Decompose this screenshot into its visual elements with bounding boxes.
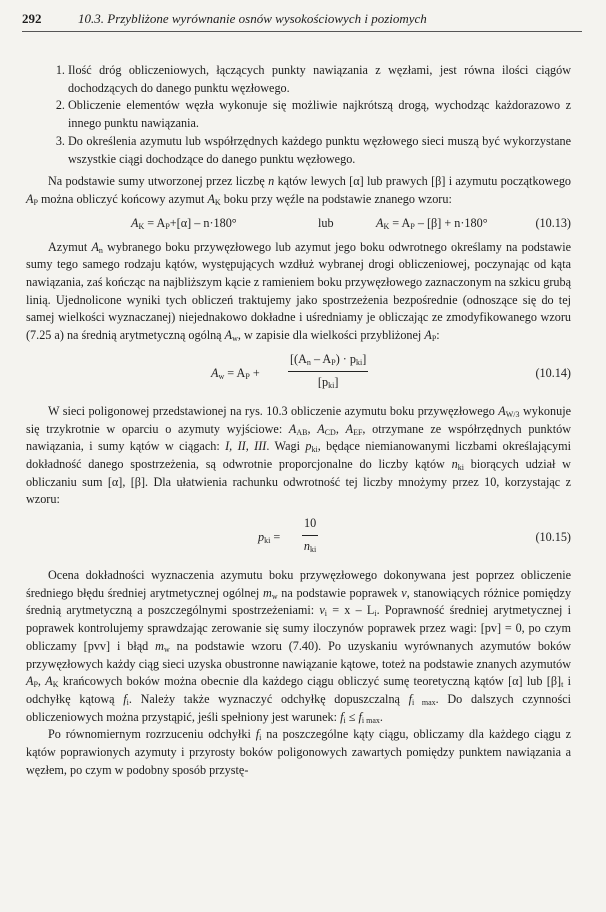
paragraph: Po równomiernym rozrzuceniu odchyłki $f_i$ na poszczególne kąty ciągu, obliczamy dla każdego ciągu z kątów poprawionych azymuty i przyrosty boków poligonowych zawartych pomiędzy punktem nawiązania a węzłem, po czym w podobny sposób przystę- bbox=[26, 727, 571, 777]
paragraph: Na podstawie sumy utworzonej przez liczbę n kątów lewych [α] lub prawych [β] i azymutu początkowego $A_P$ można obliczyć końcowy azymut $A_K$ boku przy węźle na podstawie znanego wzoru: bbox=[26, 174, 572, 207]
equation-number: (10.15) bbox=[535, 530, 571, 545]
paragraph: Azymut $A_n$ wybranego boku przywęzłowego lub azymut jego boku odwrotnego określamy na podstawie sumy tego samego rodzaju kątów, występujących wzdłuż wybranej drogi obliczeniowej, poczynając od kąta nawiązania, zaś kończąc na najbliższym kącie z ramieniem boku przywęzłowego zaznaczonym na szkicu grubą linią. Ujednolicone wyniki tych obliczeń traktujemy jako spostrzeżenia bezpośrednie (odnoszące się do tej samej wielkości wyznaczanej) niejednakowo dokładne i uśredniamy je obliczając ze zmodyfikowanego wzoru (7.25 a) na średnią arytmetyczną ogólną $A_w$, w zapisie dla wielkości przybliżonej $A_P$: bbox=[26, 239, 572, 344]
fraction: $[(A_n - A_P) \cdot p_{ki}]$ $[p_{ki}]$ bbox=[290, 351, 367, 390]
list-item: 1. Ilość dróg obliczeniowych, łączących punkty nawiązania z węzłami, jest równa ilości ciągów dochodzących do danego punktu węzłowego. bbox=[68, 62, 571, 97]
text-body bbox=[26, 62, 571, 780]
page-number: 292 bbox=[22, 11, 42, 26]
equation-number: (10.14) bbox=[535, 365, 571, 380]
list-item: 2. Obliczenie elementów węzła wykonuje się możliwie najkrótszą drogą, wychodząc każdorazowo z innego punktu nawiązania. bbox=[68, 97, 571, 132]
equation-10-15: $p_{ki}$ = 10 $n_{ki}$ (10.15) bbox=[258, 516, 571, 554]
paragraph: Ocena dokładności wyznaczenia azymutu boku przywęzłowego dokonywana jest poprzez obliczenie średniego błędu średniej arytmetycznej ogólnej $m_w$ na podstawie poprawek v, stanowiących różnice pomiędzy średnią arytmetyczną a poszczególnymi spostrzeżeniami: $v_i = x - L_i$. Poprawność średniej arytmetycznej i poprawek kontrolujemy sprawdzając zerowanie się sumy iloczynów poprawek przez wagi: [pv] = 0, po czym obliczamy [pvv] i błąd $m_w$ na podstawie wzoru (7.40). Po uzyskaniu wyrównanych azymutów boków przywęzłowych każdy ciąg sieci uzyska obustronne nawiązanie kątowe, toteż na podstawie znanych azymutów $A_P$, $A_K$ krańcowych boków można obecnie dla każdego ciągu obliczyć sumę teoretyczną kątów [α] lub $[\beta]_t$ i odchyłkę kątową $f_i$. Należy także wyznaczyć odchyłkę dopuszczalną $f_{i max}$. Do dalszych czynności obliczeniowych można przystąpić, jeśli spełniony jest warunek: $f_i \le f_{i max}$. bbox=[26, 568, 572, 725]
running-header bbox=[22, 5, 582, 32]
header-title: 10.3. Przybliżone wyrównanie osnów wysokościowych i poziomych bbox=[78, 11, 427, 26]
equation-10-14: $A_w = A_P$ + $[(A_n - A_P) \cdot p_{ki}]$ $[p_{ki}]$ (10.14) bbox=[211, 351, 571, 390]
numbered-list bbox=[26, 62, 571, 168]
list-item: 3. Do określenia azymutu lub współrzędnych każdego punktu węzłowego sieci muszą być wykorzystane wszystkie ciągi dochodzące do danego punktu węzłowego. bbox=[68, 133, 571, 168]
paragraph: W sieci poligonowej przedstawionej na rys. 10.3 obliczenie azymutu boku przywęzłowego $A_{W/3}$ wykonuje się trzykrotnie w oparciu o azymuty wyjściowe: $A_{AB}$, $A_{CD}$, $A_{EF}$, otrzymane ze współrzędnych punktów nawiązania, i sumy kątów w ciągach: I, II, III. Wagi $p_{ki}$, będące niemianowanymi liczbami określającymi dokładność danego spostrzeżenia, są odwrotnie proporcjonalne do liczby kątów $n_{ki}$ biorących udział w obliczaniu sum [α], [β]. Dla ułatwienia rachunku odwrotność tej liczby mnożymy przez 10, korzystając z wzoru: bbox=[26, 403, 572, 507]
fraction: 10 $n_{ki}$ bbox=[303, 516, 317, 554]
equation-number: (10.13) bbox=[535, 215, 571, 230]
equation-10-13: $A_K = A_P+[\alpha] - n\cdot 180^\circ$ lub $A_K = A_P - [\beta] + n\cdot 180^\circ$ (10.13) bbox=[131, 215, 571, 231]
